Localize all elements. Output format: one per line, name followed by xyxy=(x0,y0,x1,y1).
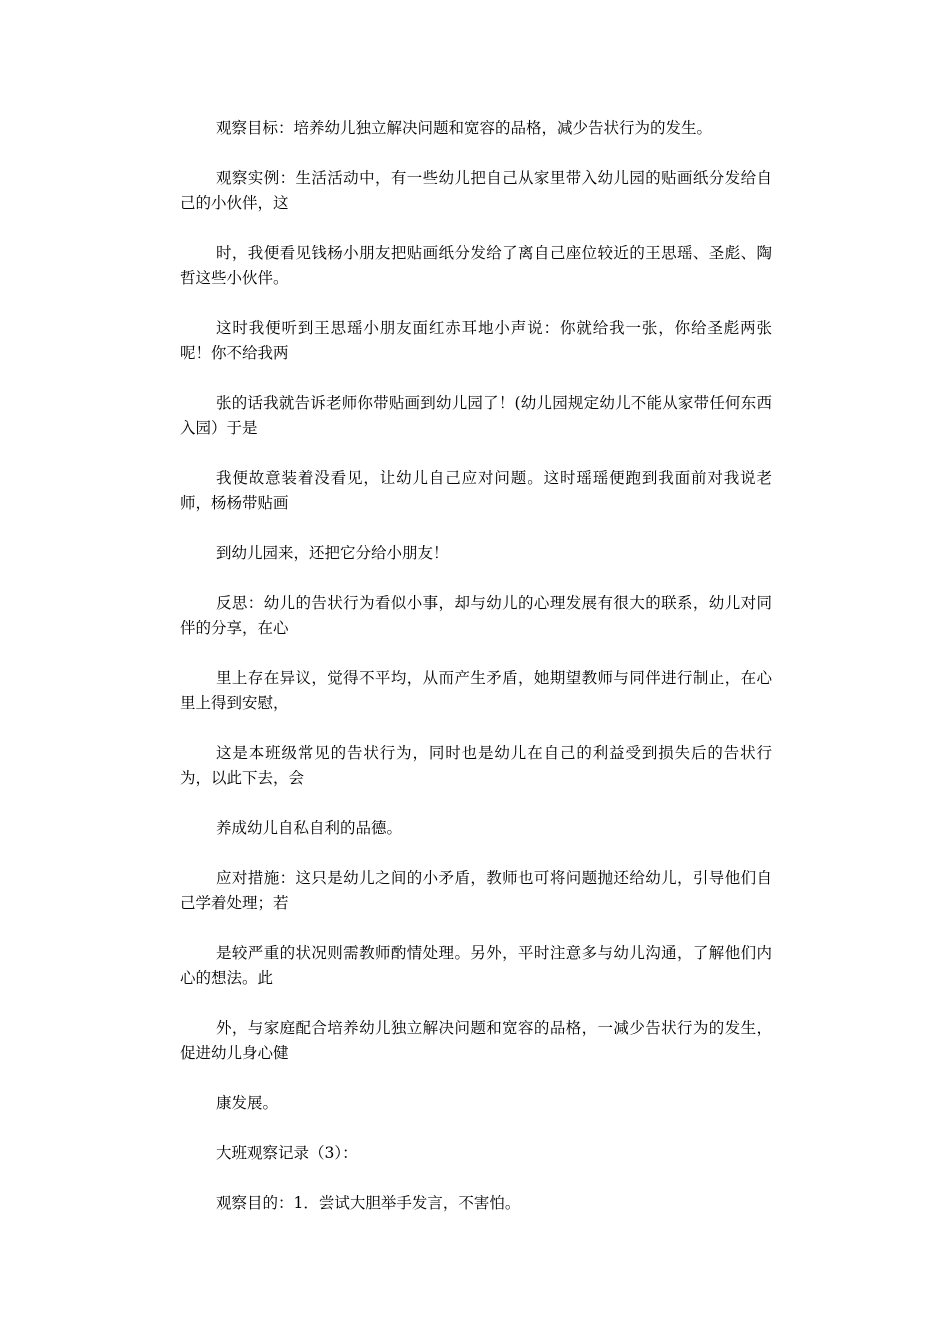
paragraph-example-4: 张的话我就告诉老师你带贴画到幼儿园了！(幼儿园规定幼儿不能从家带任何东西入园）于是 xyxy=(180,394,772,437)
paragraph-reflection-3: 这是本班级常见的告状行为，同时也是幼儿在自己的利益受到损失后的告状行为，以此下去，会 xyxy=(180,744,772,787)
paragraph-example-3: 这时我便听到王思瑶小朋友面红赤耳地小声说：你就给我一张，你给圣彪两张呢！你不给我两 xyxy=(180,319,772,362)
paragraph-observation-purpose: 观察目的：1．尝试大胆举手发言，不害怕。 xyxy=(216,1194,521,1212)
document-body xyxy=(180,116,772,1241)
paragraph-measures-1: 应对措施：这只是幼儿之间的小矛盾，教师也可将问题抛还给幼儿，引导他们自己学着处理；若 xyxy=(180,869,772,912)
paragraph-reflection-1: 反思：幼儿的告状行为看似小事，却与幼儿的心理发展有很大的联系，幼儿对同伴的分享，在心 xyxy=(180,594,772,637)
paragraph-observation-goal: 观察目标：培养幼儿独立解决问题和宽容的品格，减少告状行为的发生。 xyxy=(216,119,713,137)
paragraph-example-5: 我便故意装着没看见，让幼儿自己应对问题。这时瑶瑶便跑到我面前对我说老师，杨杨带贴画 xyxy=(180,469,772,512)
paragraph-example-1: 观察实例：生活活动中，有一些幼儿把自己从家里带入幼儿园的贴画纸分发给自己的小伙伴，这 xyxy=(180,169,772,212)
paragraph-example-2: 时，我便看见钱杨小朋友把贴画纸分发给了离自己座位较近的王思瑶、圣彪、陶哲这些小伙伴。 xyxy=(180,244,772,287)
paragraph-reflection-4: 养成幼儿自私自利的品德。 xyxy=(216,819,403,837)
paragraph-measures-4: 康发展。 xyxy=(216,1094,279,1112)
paragraph-measures-2: 是较严重的状况则需教师酌情处理。另外，平时注意多与幼儿沟通，了解他们内心的想法。此 xyxy=(180,944,772,987)
section-heading-record-3: 大班观察记录（3）： xyxy=(216,1144,358,1162)
paragraph-measures-3: 外，与家庭配合培养幼儿独立解决问题和宽容的品格，一减少告状行为的发生，促进幼儿身心健 xyxy=(180,1019,772,1062)
paragraph-example-6: 到幼儿园来，还把它分给小朋友！ xyxy=(216,544,449,562)
paragraph-reflection-2: 里上存在异议，觉得不平均，从而产生矛盾，她期望教师与同伴进行制止，在心里上得到安慰， xyxy=(180,669,772,712)
